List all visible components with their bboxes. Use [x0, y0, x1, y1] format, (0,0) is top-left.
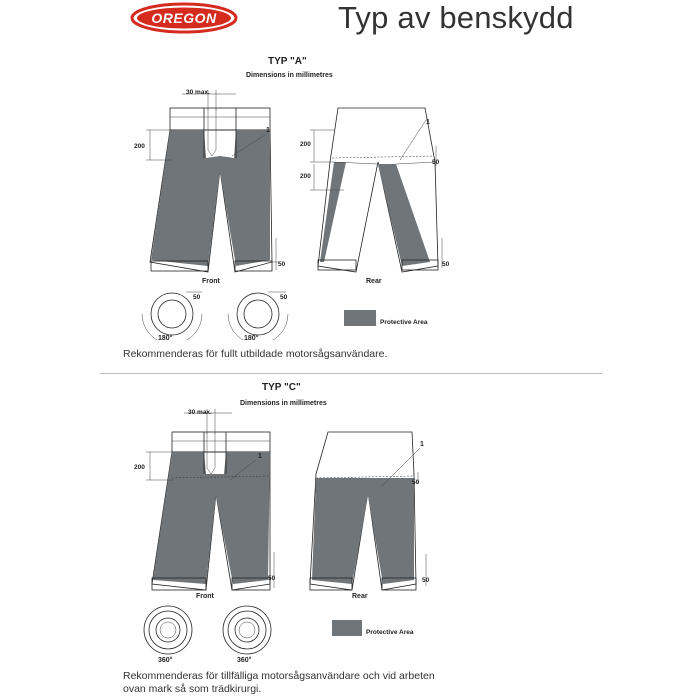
section-c-front-callout: 1 — [258, 453, 262, 460]
section-c-rear-dim50-bottom: 50 — [422, 577, 430, 584]
section-c-rear-dim50-top: 50 — [412, 479, 420, 486]
section-a-rear-dim50-top: 50 — [432, 159, 440, 166]
section-a-front-dim30: 30 max. — [186, 89, 210, 96]
section-c-circle-left-angle: 360° — [158, 657, 173, 664]
section-c-front-dim200: 200 — [134, 464, 145, 471]
section-a-front-callout: 1 — [266, 127, 270, 134]
section-a-front-trousers — [146, 90, 280, 272]
section-c-diagram — [120, 404, 460, 666]
section-c-circle-right-angle: 360° — [237, 657, 252, 664]
oregon-logo-text: OREGON — [151, 10, 217, 26]
section-c-description-line1: Rekommenderas för tillfälliga motorsågsanvändare och vid arbeten — [123, 670, 435, 682]
section-a-dimensions-note: Dimensions in millimetres — [246, 72, 333, 79]
section-a-title: TYP "A" — [268, 56, 307, 67]
section-c-rear-trousers — [310, 432, 426, 590]
section-c-rear-label: Rear — [352, 593, 368, 600]
section-a-rear-label: Rear — [366, 278, 382, 285]
oregon-logo — [130, 2, 238, 34]
section-a-circle-left-angle: 180° — [158, 335, 173, 340]
section-c-front-label: Front — [196, 593, 214, 600]
section-a-circle-left-dim50: 50 — [193, 294, 201, 301]
section-a-legend-text: Protective Area — [380, 319, 428, 326]
section-c-front-trousers — [146, 409, 274, 590]
section-a-front-label: Front — [202, 278, 220, 285]
section-c-legend-text: Protective Area — [366, 629, 414, 636]
section-divider — [100, 373, 602, 374]
section-a-rear-dim200-top: 200 — [300, 141, 311, 148]
section-a-legend-swatch — [344, 310, 376, 326]
section-a-circle-right-angle: 180° — [244, 335, 259, 340]
section-a-front-dim200: 200 — [134, 143, 145, 150]
section-a-rear-callout: 1 — [426, 119, 430, 126]
section-a-description: Rekommenderas för fullt utbildade motorsågsanvändare. — [123, 348, 388, 360]
page-title: Typ av benskydd — [338, 0, 574, 35]
section-c-front-dim30: 30 max. — [188, 409, 212, 416]
section-a-circle-right-dim50: 50 — [280, 294, 288, 301]
section-c-dimensions-note: Dimensions in millimetres — [240, 400, 327, 407]
section-a-front-dim50: 50 — [278, 261, 286, 268]
section-c-circle-right — [223, 606, 271, 654]
section-c-front-dim50: 50 — [268, 575, 276, 582]
section-c-circle-left — [144, 606, 192, 654]
section-a-rear-dim50-bottom: 50 — [442, 261, 450, 268]
section-a-rear-trousers — [310, 108, 442, 272]
section-c-rear-callout: 1 — [420, 441, 424, 448]
section-a-rear-dim200-bottom: 200 — [300, 173, 311, 180]
section-c-title: TYP "C" — [262, 382, 301, 393]
section-a-circle-right — [228, 292, 288, 340]
section-c-description-line2: ovan mark så som trädkirurgi. — [123, 683, 262, 695]
section-c-legend-swatch — [332, 620, 362, 636]
section-a-diagram — [120, 80, 460, 340]
